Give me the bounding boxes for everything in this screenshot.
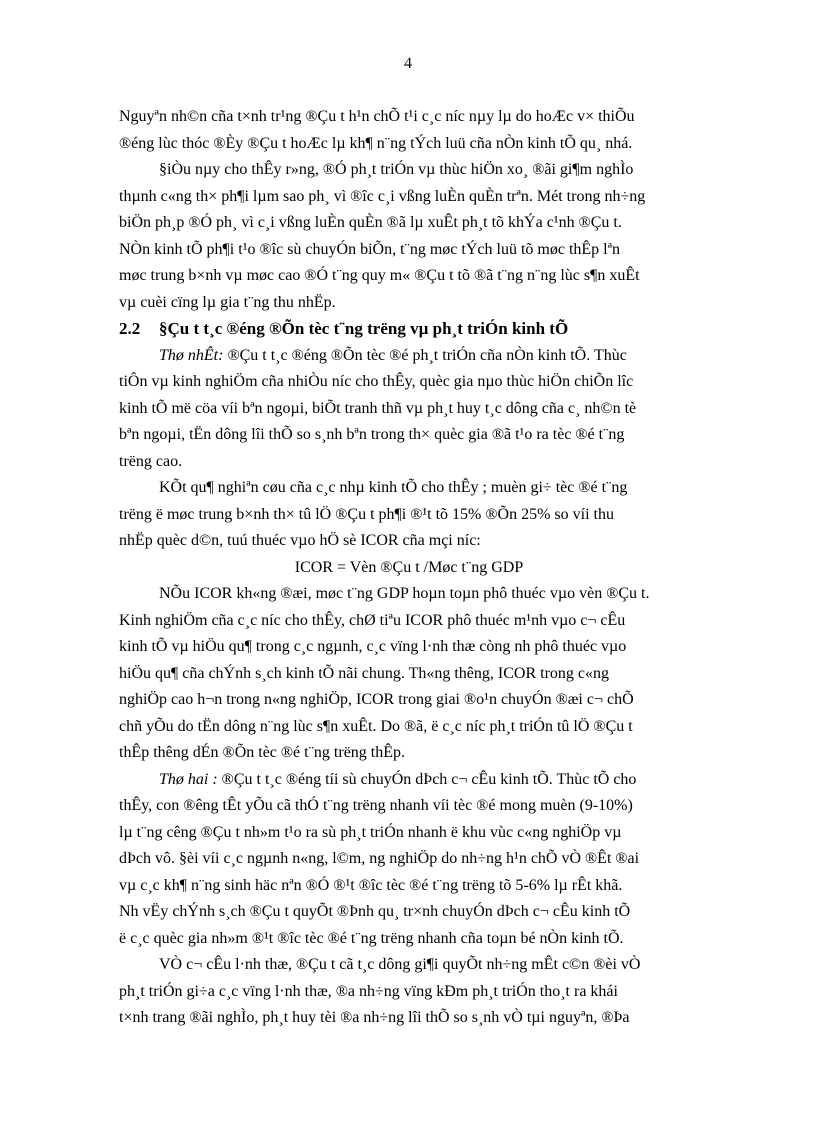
text-line: Kinh nghiÖm cña c¸c níc cho thÊy, chØ tiªu ICOR phô thuéc m¹nh vµo c¬ cÊu [119, 611, 626, 629]
text-line: chñ yÕu do tËn dông n¨ng lùc s¶n xuÊt. Do ®ã, ë c¸c níc ph¸t triÓn tû lÖ ®Çu t [119, 717, 633, 735]
text-line: ®Çu t t¸c ®éng ®Õn tèc ®é ph¸t triÓn cña nÒn kinh tÕ. Thùc [227, 346, 627, 364]
text-line: nghiÖp cao h¬n trong n«ng nghiÖp, ICOR trong giai ®o¹n chuyÓn ®æi c¬ chÕ [119, 691, 634, 708]
text-line: hiÖu qu¶ cña chÝnh s¸ch kinh tÕ nãi chung. Th«ng thêng, ICOR trong c«ng [119, 664, 609, 682]
text-line: dÞch vô. §èi víi c¸c ngµnh n«ng, l©m, ng nghiÖp do nh÷ng h¹n chÕ vÒ ®Êt ®ai [119, 850, 640, 867]
section-heading [119, 316, 699, 343]
text-line: bªn ngoµi, tËn dông lîi thÕ so s¸nh bªn trong th× quèc gia ®ã t¹o ra tèc ®é t¨ng [119, 426, 625, 443]
text-line: ph¸t triÓn gi÷a c¸c vïng l·nh thæ, ®a nh÷ng vïng kÐm ph¸t triÓn tho¸t ra khái [119, 982, 618, 1000]
paragraph-start [119, 767, 699, 794]
text-line: Nh vËy chÝnh s¸ch ®Çu t quyÕt ®Þnh qu¸ tr×nh chuyÓn dÞch c¬ cÊu kinh tÕ [119, 903, 631, 920]
text-line: Nguyªn nh©n cña t×nh tr¹ng ®Çu t h¹n chÕ t¹i c¸c níc nµy lµ do hoÆc v× thiÕu [119, 108, 635, 125]
text-line: ë c¸c quèc gia nh»m ®¹t ®îc tèc ®é t¨ng trëng nhanh cña toµn bé nÒn kinh tÕ. [119, 929, 624, 947]
text-line: thÊy, con ®êng tÊt yÕu cã thÓ t¨ng trëng nhanh víi tèc ®é mong muèn (9-10%) [119, 797, 633, 814]
paragraph-lead: Thø nhÊt: [159, 346, 224, 364]
text-line: møc trung b×nh vµ møc cao ®Ó t¨ng quy m« ®Çu t tõ ®ã t¨ng n¨ng lùc s¶n xuÊt [119, 267, 640, 284]
section-number: 2.2 [119, 319, 141, 338]
text-line: ®Çu t t¸c ®éng tíi sù chuyÓn dÞch c¬ cÊu kinh tÕ. Thùc tÕ cho [221, 770, 637, 788]
paragraph-start [119, 343, 699, 370]
paragraph-start: VÒ c¬ cÊu l·nh thæ, ®Çu t cã t¸c dông gi¶i quyÕt nh÷ng mÊt c©n ®èi vÒ [159, 956, 641, 973]
text-line: vµ cuèi cïng lµ gia t¨ng thu nhËp. [119, 293, 336, 311]
text-line: trëng cao. [119, 452, 183, 470]
text-line: ®éng lùc thóc ®Èy ®Çu t hoÆc lµ kh¶ n¨ng tÝch luü cña nÒn kinh tÕ qu¸ nhá. [119, 134, 633, 152]
page-number: 4 [404, 55, 412, 72]
text-line: kinh tÕ vµ hiÖu qu¶ trong c¸c ngµnh, c¸c vïng l·nh thæ còng nh phô thuéc vµo [119, 638, 627, 655]
formula: ICOR = Vèn ®Çu t /Møc t¨ng GDP [294, 558, 524, 576]
text-line: thµnh c«ng th× ph¶i lµm sao ph¸ vì ®îc c¸i vßng luÈn quÈn trªn. Mét trong nh÷ng [119, 187, 646, 205]
paragraph-lead: Thø hai : [159, 770, 218, 788]
paragraph-start: KÕt qu¶ nghiªn cøu cña c¸c nhµ kinh tÕ cho thÊy ; muèn gi÷ tèc ®é t¨ng [159, 479, 628, 496]
text-line: biÖn ph¸p ®Ó ph¸ vì c¸i vßng luÈn quÈn ®ã lµ xuÊt ph¸t tõ khÝa c¹nh ®Çu t. [119, 214, 622, 231]
text-line: trëng ë møc trung b×nh th× tû lÖ ®Çu t ph¶i ®¹t tõ 15% ®Õn 25% so víi thu [119, 505, 614, 523]
text-line: tiÔn vµ kinh nghiÖm cña nhiÒu níc cho thÊy, quèc gia nµo thùc hiÖn chiÕn lîc [119, 373, 634, 390]
text-line: t×nh trang ®ãi nghÌo, ph¸t huy tèi ®a nh÷ng lîi thÕ so s¸nh vÒ tµi nguyªn, ®Þa [119, 1009, 630, 1026]
text-line: thÊp thêng dÉn ®Õn tèc ®é t¨ng trëng thÊp. [119, 744, 406, 761]
text-line: lµ t¨ng cêng ®Çu t nh»m t¹o ra sù ph¸t triÓn nhanh ë khu vùc c«ng nghiÖp vµ [119, 823, 622, 841]
text-line: vµ c¸c kh¶ n¨ng sinh häc nªn ®Ó ®¹t ®îc tèc ®é t¨ng trëng tõ 5-6% lµ rÊt khã. [119, 876, 623, 894]
section-title: §Çu t t¸c ®éng ®Õn tèc t¨ng trëng vµ ph¸t triÓn kinh tÕ [159, 319, 569, 338]
text-line: kinh tÕ më cöa víi bªn ngoµi, biÕt tranh thñ vµ ph¸t huy t¸c dông cña c¸ nh©n tè [119, 399, 637, 417]
paragraph-start: §iÒu nµy cho thÊy r»ng, ®Ó ph¸t triÓn vµ thùc hiÖn xo¸ ®ãi gi¶m nghÌo [159, 161, 634, 178]
text-line: nhËp quèc d©n, tuú thuéc vµo hÖ sè ICOR cña mçi níc: [119, 532, 481, 549]
text-line: NÒn kinh tÕ ph¶i t¹o ®îc sù chuyÓn biÕn, t¨ng møc tÝch luü tõ møc thÊp lªn [119, 240, 621, 258]
paragraph-start: NÕu ICOR kh«ng ®æi, møc t¨ng GDP hoµn toµn phô thuéc vµo vèn ®Çu t. [159, 585, 650, 602]
document-body [119, 104, 699, 1032]
